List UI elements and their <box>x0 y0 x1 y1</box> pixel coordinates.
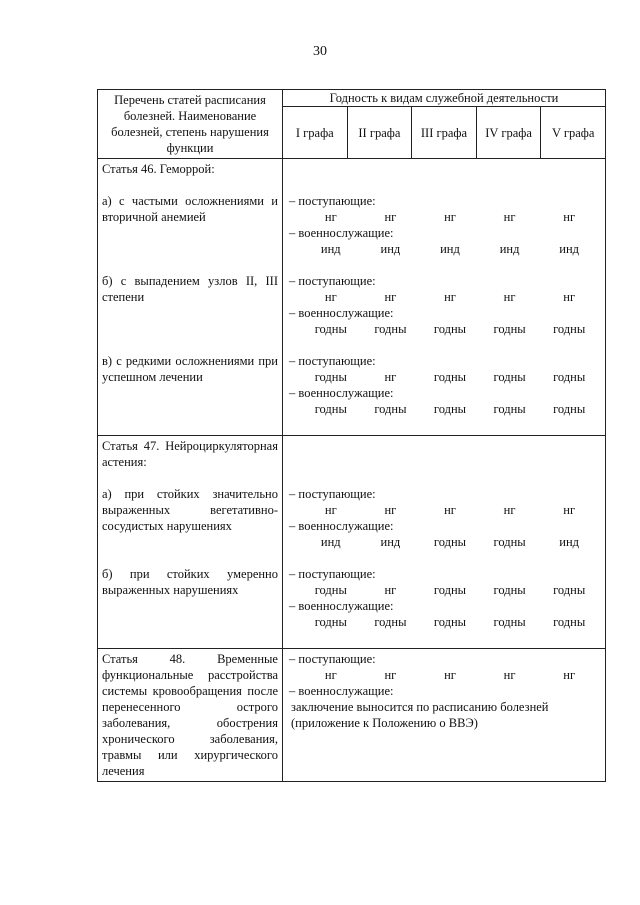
value-cell: годны <box>553 583 586 597</box>
value-cell: нг <box>444 503 456 517</box>
article-item: б) с выпадением узлов II, III степени <box>102 274 278 304</box>
value-cell: нг <box>503 668 516 682</box>
value-cell: годны <box>374 322 407 336</box>
value-cell: нг <box>563 503 576 517</box>
value-cell: нг <box>444 668 456 682</box>
value-cell: годны <box>433 370 467 384</box>
value-cell: годны <box>314 370 347 384</box>
header-graph-1: I графа <box>283 107 348 159</box>
value-cell: годны <box>553 402 586 416</box>
value-cell: годны <box>433 535 467 549</box>
table-header-row <box>98 90 606 107</box>
applicants-label: – поступающие: <box>289 567 376 581</box>
value-cell: годны <box>493 583 526 597</box>
page-number: 30 <box>313 44 327 59</box>
value-cell: нг <box>384 290 397 304</box>
value-cell: нг <box>384 668 397 682</box>
servicemen-note: заключение выносится по расписанию болезней (приложение к Положению о ВВЭ) <box>291 700 549 730</box>
value-cell: нг <box>324 210 337 224</box>
article-title: Статья 48. Временные функциональные расстройства системы кровообращения после перенесенного острого заболевания, обострения хронического заболевания, травмы или хирургического лечения <box>102 652 278 778</box>
header-graph-3: III графа <box>412 107 477 159</box>
article-46-left <box>98 159 283 436</box>
servicemen-label: – военнослужащие: <box>289 306 394 320</box>
value-cell: нг <box>384 370 397 384</box>
value-cell: годны <box>493 370 526 384</box>
values-row <box>289 534 601 550</box>
value-cell: годны <box>433 322 467 336</box>
values-row <box>289 667 601 683</box>
value-cell: годны <box>493 402 526 416</box>
value-cell: инд <box>559 535 580 549</box>
applicants-label: – поступающие: <box>289 652 376 666</box>
value-cell: годны <box>433 402 467 416</box>
article-48-right <box>283 649 606 782</box>
article-47-left <box>98 436 283 649</box>
fitness-table <box>97 89 606 782</box>
servicemen-label: – военнослужащие: <box>289 684 394 698</box>
value-cell: годны <box>314 615 347 629</box>
article-item: в) с редкими осложнениями при успешном лечении <box>102 354 278 384</box>
value-cell: нг <box>563 668 576 682</box>
value-cell: нг <box>324 668 337 682</box>
applicants-label: – поступающие: <box>289 354 376 368</box>
value-cell: инд <box>380 535 401 549</box>
value-cell: нг <box>384 210 397 224</box>
value-cell: инд <box>559 242 580 256</box>
servicemen-label: – военнослужащие: <box>289 226 394 240</box>
header-fitness: Годность к видам служебной деятельности <box>283 90 606 107</box>
value-cell: нг <box>384 503 397 517</box>
article-title: Статья 47. Нейроциркуляторная астения: <box>102 439 278 469</box>
applicants-label: – поступающие: <box>289 194 376 208</box>
value-cell: годны <box>493 615 526 629</box>
article-46-row <box>98 159 606 436</box>
values-row <box>289 614 601 630</box>
value-cell: годны <box>374 615 407 629</box>
header-graph-2: II графа <box>347 107 412 159</box>
value-cell: нг <box>324 503 337 517</box>
value-cell: нг <box>324 290 337 304</box>
servicemen-label: – военнослужащие: <box>289 519 394 533</box>
article-47-row <box>98 436 606 649</box>
value-cell: инд <box>440 242 460 256</box>
value-cell: годны <box>493 322 526 336</box>
article-item: б) при стойких умеренно выраженных нарушениях <box>102 567 278 597</box>
values-row <box>289 241 601 257</box>
value-cell: годны <box>314 322 347 336</box>
applicants-label: – поступающие: <box>289 274 376 288</box>
value-cell: годны <box>314 583 347 597</box>
values-row <box>289 321 601 337</box>
value-cell: инд <box>320 242 341 256</box>
header-graph-5: V графа <box>541 107 606 159</box>
value-cell: нг <box>444 290 456 304</box>
value-cell: годны <box>493 535 526 549</box>
article-48-row <box>98 649 606 782</box>
value-cell: нг <box>384 583 397 597</box>
article-item: а) с частыми осложнениями и вторичной анемией <box>102 194 278 224</box>
value-cell: нг <box>563 210 576 224</box>
values-row <box>289 209 601 225</box>
header-graph-4: IV графа <box>476 107 541 159</box>
value-cell: годны <box>374 402 407 416</box>
values-row <box>289 289 601 305</box>
value-cell: годны <box>433 615 467 629</box>
value-cell: нг <box>563 290 576 304</box>
values-row <box>289 401 601 417</box>
value-cell: годны <box>433 583 467 597</box>
value-cell: нг <box>444 210 456 224</box>
article-46-right <box>283 159 606 436</box>
article-item: а) при стойких значительно выраженных вегетативно-сосудистых нарушениях <box>102 487 278 533</box>
servicemen-label: – военнослужащие: <box>289 386 394 400</box>
value-cell: нг <box>503 210 516 224</box>
value-cell: годны <box>553 370 586 384</box>
value-cell: нг <box>503 290 516 304</box>
article-47-right <box>283 436 606 649</box>
value-cell: нг <box>503 503 516 517</box>
header-left: Перечень статей расписания болезней. Наименование болезней, степень нарушения функции <box>98 90 283 159</box>
values-row <box>289 502 601 518</box>
values-row <box>289 369 601 385</box>
value-cell: инд <box>499 242 520 256</box>
values-row <box>289 582 601 598</box>
article-48-left <box>98 649 283 782</box>
servicemen-label: – военнослужащие: <box>289 599 394 613</box>
article-title: Статья 46. Геморрой: <box>102 162 215 176</box>
value-cell: инд <box>320 535 341 549</box>
value-cell: инд <box>380 242 401 256</box>
value-cell: годны <box>553 322 586 336</box>
applicants-label: – поступающие: <box>289 487 376 501</box>
value-cell: годны <box>553 615 586 629</box>
value-cell: годны <box>314 402 347 416</box>
